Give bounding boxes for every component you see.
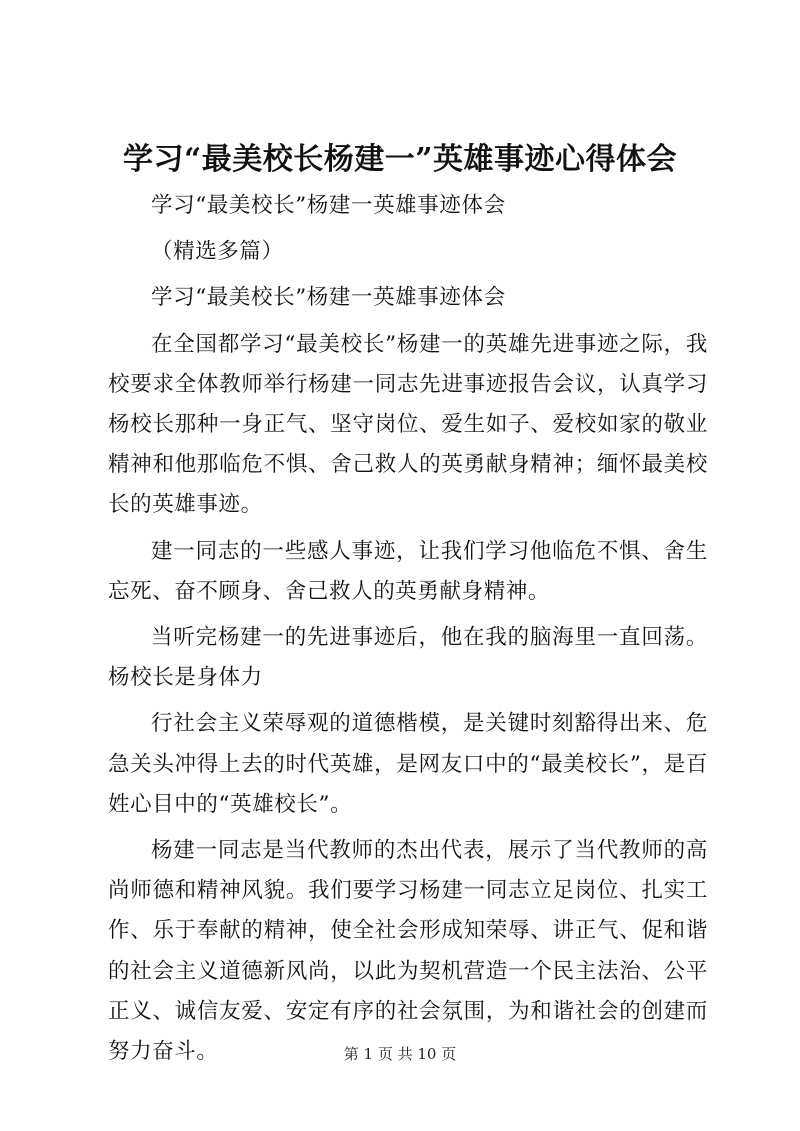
document-body xyxy=(108,186,708,1072)
page-number-footer: 第 1 页 共 10 页 xyxy=(343,1045,457,1063)
body-paragraph: 在全国都学习“最美校长”杨建一的英雄先进事迹之际，我校要求全体教师举行杨建一同志先进事迹报告会议，认真学习杨校长那种一身正气、坚守岗位、爱生如子、爱校如家的敬业精神和他那临危不惧、舍己救人的英勇献身精神；缅怀最美校长的英雄事迹。 xyxy=(108,331,708,518)
selection-note-paragraph: （精选多篇） xyxy=(151,239,284,265)
body-paragraph: 建一同志的一些感人事迹，让我们学习他临危不惧、舍生忘死、奋不顾身、舍己救人的英勇献身精神。 xyxy=(108,538,708,604)
document-title: 学习“最美校长杨建一”英雄事迹心得体会 xyxy=(122,142,677,177)
body-paragraph: 杨建一同志是当代教师的杰出代表，展示了当代教师的高尚师德和精神风貌。我们要学习杨建一同志立足岗位、扎实工作、乐于奉献的精神，使全社会形成知荣辱、讲正气、促和谐的社会主义道德新风尚，以此为契机营造一个民主法治、公平正义、诚信友爱、安定有序的社会氛围，为和谐社会的创建而努力奋斗。 xyxy=(108,838,708,1065)
body-paragraph: 行社会主义荣辱观的道德楷模，是关键时刻豁得出来、危急关头冲得上去的时代英雄，是网友口中的“最美校长”，是百姓心目中的“英雄校长”。 xyxy=(108,711,708,817)
body-paragraph: 当听完杨建一的先进事迹后，他在我的脑海里一直回荡。杨校长是身体力 xyxy=(108,625,708,691)
section-heading-paragraph: 学习“最美校长”杨建一英雄事迹体会 xyxy=(151,285,506,311)
subtitle-paragraph: 学习“最美校长”杨建一英雄事迹体会 xyxy=(151,193,506,218)
